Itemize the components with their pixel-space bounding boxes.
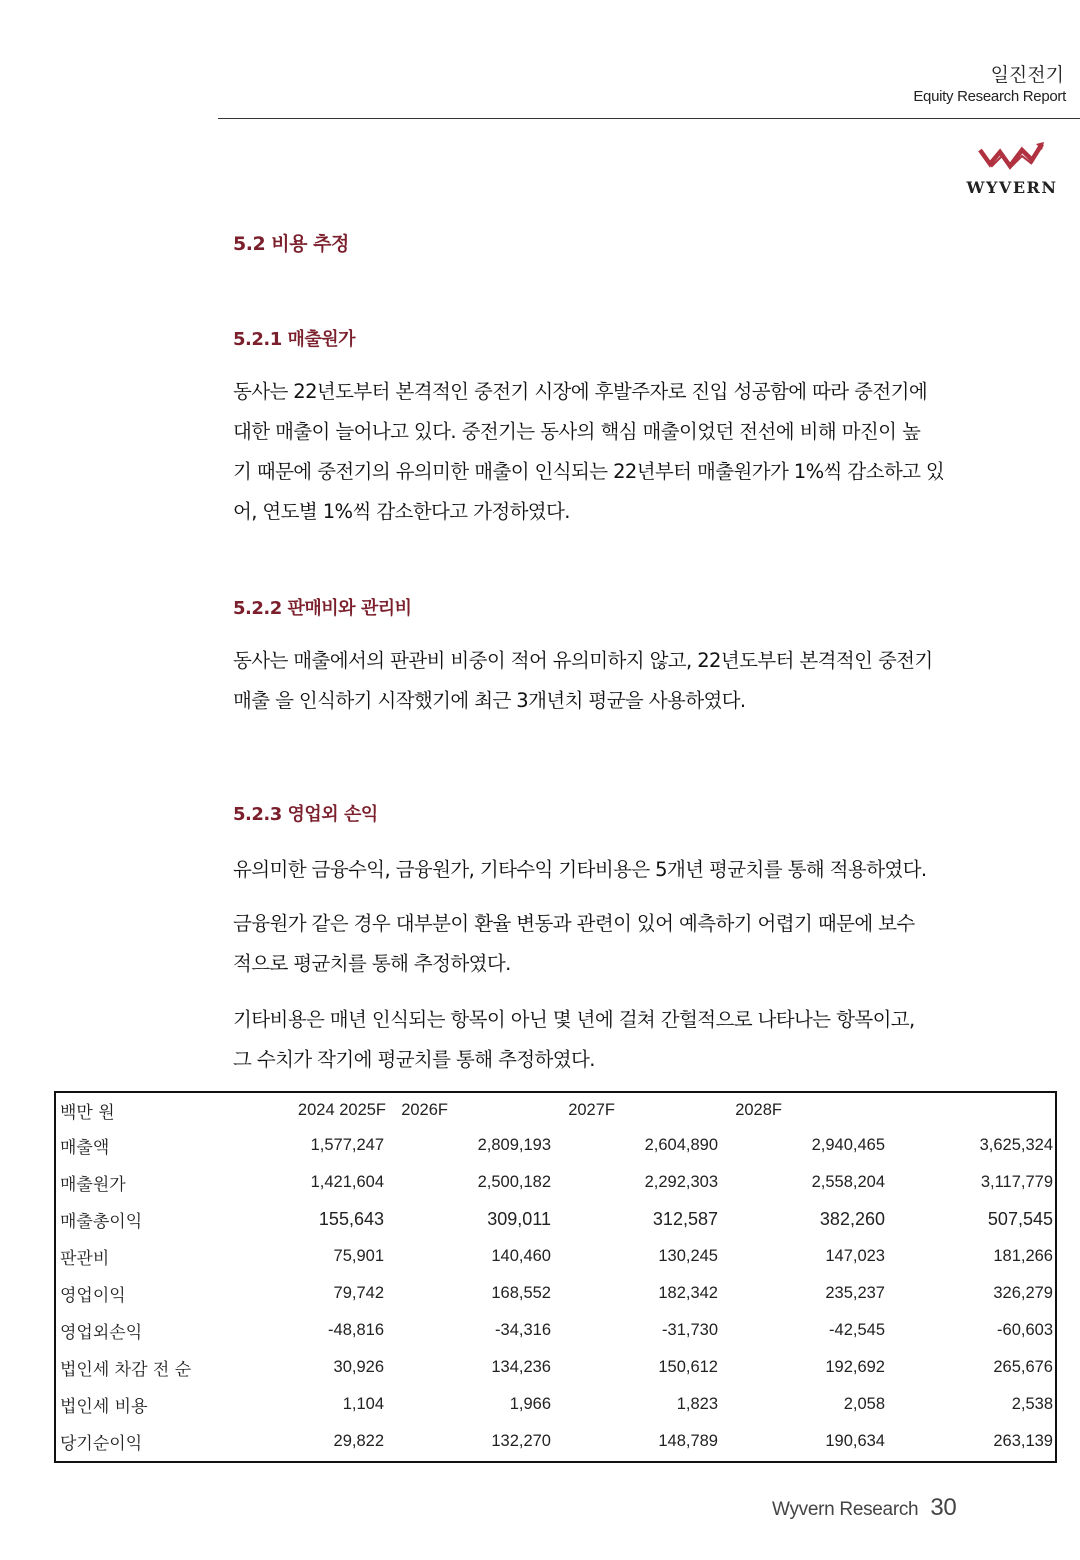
cell-value: 507,545 xyxy=(987,1209,1053,1229)
row-label: 법인세 비용 xyxy=(60,1397,148,1417)
company-name: 일진전기 xyxy=(990,64,1064,86)
cell-value: 147,023 xyxy=(825,1247,885,1265)
cell-value: 2,538 xyxy=(1011,1395,1053,1413)
cell-value: 2,809,193 xyxy=(477,1136,551,1154)
cell-value: 150,612 xyxy=(658,1358,718,1376)
cell-value: 148,789 xyxy=(658,1432,718,1450)
cell-value: 1,823 xyxy=(676,1395,718,1413)
table-row xyxy=(56,1312,1055,1349)
cell-value: 235,237 xyxy=(825,1284,885,1302)
paragraph-nonop-2 xyxy=(233,904,1053,984)
cell-value: 3,117,779 xyxy=(980,1173,1053,1191)
cell-value: 140,460 xyxy=(491,1247,551,1265)
cell-value: 382,260 xyxy=(819,1209,885,1229)
year-header: 2028F xyxy=(735,1100,782,1119)
cell-value: 3,625,324 xyxy=(979,1136,1053,1154)
row-label: 당기순이익 xyxy=(60,1434,143,1454)
cell-value: 1,966 xyxy=(509,1395,551,1413)
year-header: 2024 2025F xyxy=(297,1100,386,1119)
paragraph-cogs xyxy=(233,372,1053,532)
subsection-title-cogs: 5.2.1 매출원가 xyxy=(233,329,356,350)
report-type: Equity Research Report xyxy=(913,88,1066,105)
cell-value: 2,058 xyxy=(843,1395,885,1413)
financial-table xyxy=(56,1093,1055,1460)
text-line: 대한 매출이 늘어나고 있다. 중전기는 동사의 핵심 매출이었던 전선에 비해 마진이 높 xyxy=(233,420,921,443)
row-label: 영업이익 xyxy=(60,1286,126,1306)
table-row xyxy=(56,1201,1055,1238)
table-row xyxy=(56,1386,1055,1423)
paragraph-sga xyxy=(233,641,1053,721)
cell-value: 132,270 xyxy=(491,1432,551,1450)
subsection-title-sga: 5.2.2 판매비와 관리비 xyxy=(233,598,412,619)
section-title: 5.2 비용 추정 xyxy=(233,233,349,255)
cell-value: 29,822 xyxy=(333,1432,384,1450)
unit-label: 백만 원 xyxy=(60,1102,115,1123)
year-header-empty xyxy=(887,1093,1055,1127)
cell-value: 1,577,247 xyxy=(310,1136,384,1154)
cell-value: 265,676 xyxy=(993,1358,1053,1376)
cell-value: 75,901 xyxy=(333,1247,384,1265)
year-header: 2026F xyxy=(401,1100,448,1119)
table-row xyxy=(56,1275,1055,1312)
cell-value: 312,587 xyxy=(652,1209,718,1229)
income-statement-table xyxy=(54,1091,1057,1463)
wyvern-logo xyxy=(962,140,1062,197)
cell-value: 326,279 xyxy=(993,1284,1053,1302)
paragraph-nonop-1 xyxy=(233,850,1053,890)
cell-value: 134,236 xyxy=(491,1358,551,1376)
table-row xyxy=(56,1349,1055,1386)
row-label: 판관비 xyxy=(60,1249,110,1269)
cell-value: 2,940,465 xyxy=(811,1136,885,1154)
year-header: 2027F xyxy=(568,1100,615,1119)
row-label: 매출원가 xyxy=(60,1175,126,1195)
cell-value: 181,266 xyxy=(993,1247,1053,1265)
cell-value: 2,292,303 xyxy=(644,1173,718,1191)
text-line: 어, 연도별 1%씩 감소한다고 가정하였다. xyxy=(233,500,570,523)
paragraph-nonop-3 xyxy=(233,1000,1053,1080)
text-line: 매출 을 인식하기 시작했기에 최근 3개년치 평균을 사용하였다. xyxy=(233,689,746,712)
cell-value: 182,342 xyxy=(658,1284,718,1302)
text-line: 유의미한 금융수익, 금융원가, 기타수익 기타비용은 5개년 평균치를 통해 적용하였다. xyxy=(233,858,927,881)
page-number: 30 xyxy=(930,1494,957,1521)
cell-value: 30,926 xyxy=(333,1358,384,1376)
text-line: 동사는 매출에서의 판관비 비중이 적어 유의미하지 않고, 22년도부터 본격적인 중전기 xyxy=(233,649,933,672)
cell-value: 309,011 xyxy=(487,1209,551,1229)
cell-value: 2,500,182 xyxy=(477,1173,551,1191)
row-label: 영업외손익 xyxy=(60,1323,143,1343)
cell-value: 1,421,604 xyxy=(310,1173,384,1191)
text-line: 그 수치가 작기에 평균치를 통해 추정하였다. xyxy=(233,1048,595,1071)
subsection-title-nonop: 5.2.3 영업외 손익 xyxy=(233,804,378,825)
table-row xyxy=(56,1127,1055,1164)
page-footer xyxy=(772,1494,956,1522)
text-line: 동사는 22년도부터 본격적인 중전기 시장에 후발주자로 진입 성공함에 따라 중전기에 xyxy=(233,380,928,403)
cell-value: -48,816 xyxy=(328,1321,384,1339)
row-label: 매출액 xyxy=(60,1138,110,1158)
cell-value: 79,742 xyxy=(333,1284,384,1302)
cell-value: 190,634 xyxy=(825,1432,885,1450)
cell-value: 192,692 xyxy=(825,1358,885,1376)
table-row xyxy=(56,1423,1055,1460)
cell-value: 155,643 xyxy=(318,1209,384,1229)
cell-value: -34,316 xyxy=(495,1321,551,1339)
header-divider xyxy=(218,118,1080,119)
cell-value: 168,552 xyxy=(491,1284,551,1302)
row-label: 법인세 차감 전 순 xyxy=(60,1360,192,1380)
text-line: 금융원가 같은 경우 대부분이 환율 변동과 관련이 있어 예측하기 어렵기 때문에 보수 xyxy=(233,912,915,935)
text-line: 기타비용은 매년 인식되는 항목이 아닌 몇 년에 걸쳐 간헐적으로 나타나는 항목이고, xyxy=(233,1008,915,1031)
footer-brand: Wyvern Research xyxy=(772,1499,919,1520)
cell-value: -60,603 xyxy=(997,1321,1053,1339)
text-line: 적으로 평균치를 통해 추정하였다. xyxy=(233,952,511,975)
cell-value: 2,604,890 xyxy=(644,1136,718,1154)
cell-value: 2,558,204 xyxy=(811,1173,885,1191)
cell-value: 263,139 xyxy=(993,1432,1053,1450)
cell-value: 1,104 xyxy=(342,1395,384,1413)
row-label: 매출총이익 xyxy=(60,1212,143,1232)
table-header-row xyxy=(56,1093,1055,1127)
table-row xyxy=(56,1164,1055,1201)
logo-wordmark: WYVERN xyxy=(966,178,1058,197)
cell-value: -42,545 xyxy=(829,1321,885,1339)
wyvern-wing-icon xyxy=(976,140,1048,174)
cell-value: -31,730 xyxy=(662,1321,718,1339)
table-row xyxy=(56,1238,1055,1275)
text-line: 기 때문에 중전기의 유의미한 매출이 인식되는 22년부터 매출원가가 1%씩 감소하고 있 xyxy=(233,460,945,483)
cell-value: 130,245 xyxy=(658,1247,718,1265)
